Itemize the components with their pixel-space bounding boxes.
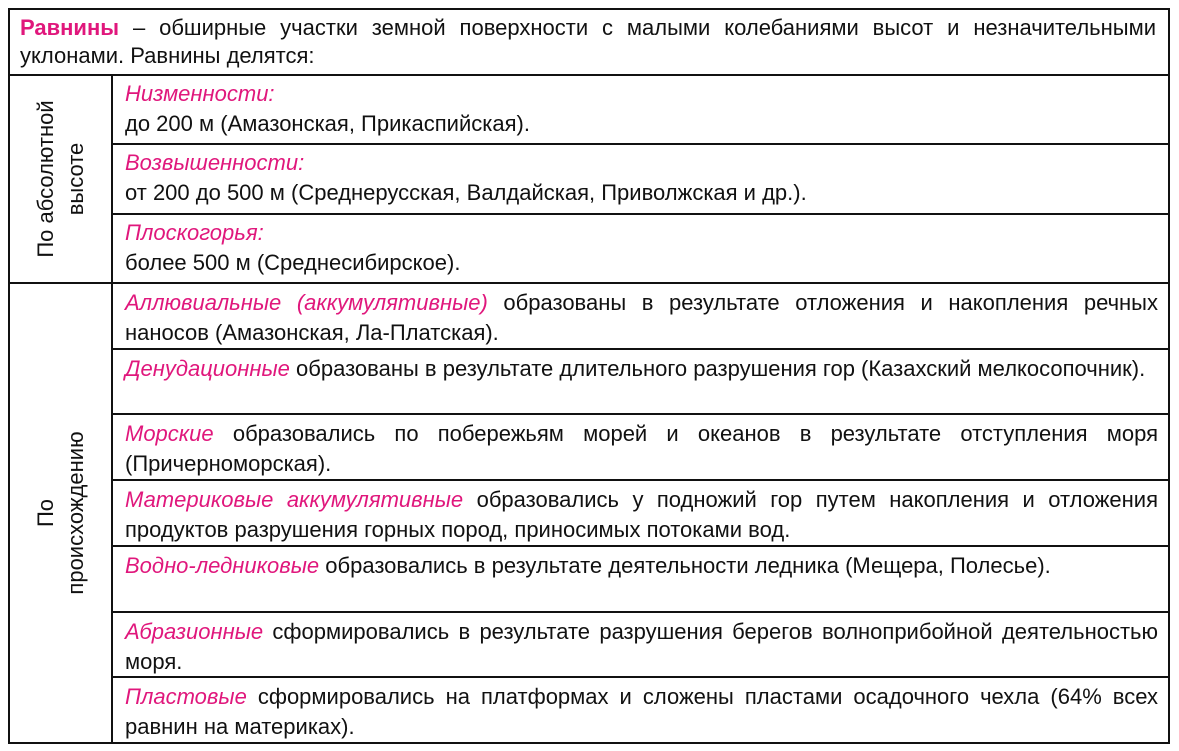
table-row (113, 613, 1168, 679)
table-row (113, 415, 1168, 481)
row-term: Водно-ледниковые (125, 552, 320, 578)
table-row (113, 215, 1168, 282)
header-term: Равнины (20, 15, 120, 40)
table-row (113, 350, 1168, 416)
table-row (113, 145, 1168, 214)
header-definition: – обширные участки земной поверхности с малыми колебаниями высот и незначительными уклонами. Равнины делятся: (20, 15, 1156, 68)
table-row (113, 76, 1168, 145)
row-text: сформировались на платформах и сложены пластами осадочного чехла (64% всех равнин на материках). (125, 684, 1158, 740)
row-text: от 200 до 500 м (Среднерусская, Валдайская, Приволжская и др.). (125, 180, 807, 206)
row-text: образованы в результате отложения и накопления речных наносов (Амазонская, Ла-Платская). (125, 290, 1158, 345)
row-text: образовались в результате деятельности ледника (Мещера, Полесье). (319, 552, 1051, 578)
row-text: сформировались в результате разрушения берегов волноприбойной деятельностью моря. (125, 618, 1158, 674)
row-text: образовались у подножий гор путем накопления и отложения продуктов разрушения горных пород, приносимых потоками вод. (125, 487, 1158, 543)
group-label-origin: По происхождению (32, 431, 88, 595)
row-text: более 500 м (Среднесибирское). (125, 249, 461, 275)
group-label-cell (10, 76, 113, 282)
row-text: образованы в результате длительного разрушения гор (Казахский мелкосопочник). (289, 355, 1146, 381)
row-text: образовались по побережьям морей и океанов в результате отступления моря (Причерноморская). (125, 421, 1158, 477)
group-by-origin (10, 284, 1168, 742)
row-term: Аллювиальные (аккумулятивные) (125, 290, 488, 315)
plains-table (8, 8, 1170, 744)
row-term: Пластовые (125, 684, 247, 710)
group-label-cell (10, 284, 113, 742)
row-term: Низменности: (125, 81, 275, 106)
table-row (113, 481, 1168, 547)
table-row (113, 547, 1168, 613)
group-label-altitude: По абсолютной высоте (32, 100, 88, 258)
row-term: Денудационные (125, 355, 290, 381)
row-term: Плоскогорья: (125, 219, 264, 245)
row-term: Морские (125, 421, 214, 447)
table-row (113, 284, 1168, 350)
row-term: Возвышенности: (125, 150, 305, 176)
group-rows (113, 76, 1168, 282)
row-text: до 200 м (Амазонская, Прикаспийская). (125, 111, 530, 136)
row-term: Материковые аккумулятивные (125, 487, 464, 513)
table-header (10, 10, 1168, 76)
group-by-altitude (10, 76, 1168, 284)
row-term: Абразионные (125, 618, 264, 644)
group-rows (113, 284, 1168, 742)
table-row (113, 678, 1168, 742)
